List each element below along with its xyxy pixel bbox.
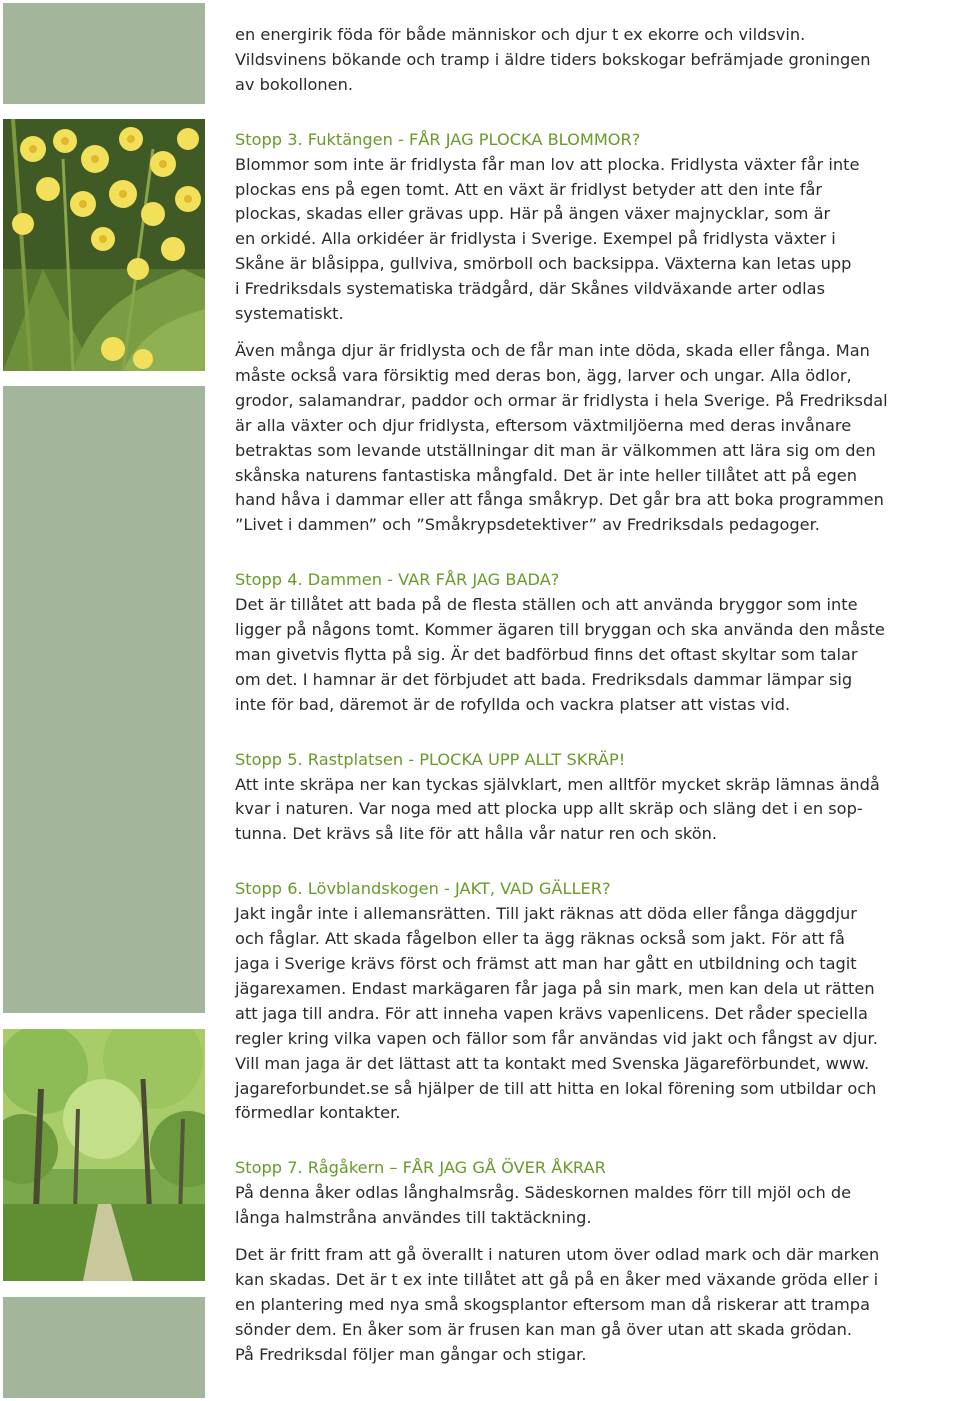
sidebar-block-middle xyxy=(3,386,205,1013)
article-content xyxy=(235,23,960,1368)
stop-3-paragraph: Blommor som inte är fridlysta får man lov att plocka. Fridlysta växter får inte plockas ens på egen tomt. Att en växt är fridlyst betyder att den inte får plockas, skadas eller grävas upp. Här på ängen växer majnycklar, som är en orkidé. Alla orkidéer är fridlysta i Sverige. Exempel på fridlysta växter i Skåne är blåsippa, gullviva, smörboll och backsippa. Växterna kan letas upp i Fredriksdals systematiska trädgård, där Skånes vildväxande arter odlas systematiskt. xyxy=(235,154,860,324)
cowslip-flowers-photo xyxy=(3,119,205,371)
stop-4-paragraph: Det är tillåtet att bada på de flesta ställen och att använda bryggor som inte ligger på någons tomt. Kommer ägaren till bryggan och ska använda den måste man givetvis flytta på sig. Är det badförbud finns det oftast skyltar som talar om det. I hamnar är det förbjudet att bada. Fredriksdals dammar lämpar sig inte för bad, däremot är de rofyllda och vackra platser att vistas vid. xyxy=(235,595,885,714)
sidebar xyxy=(0,0,206,1401)
stop-3-heading: Stopp 3. Fuktängen - FÅR JAG PLOCKA BLOMMOR? xyxy=(235,129,641,149)
sidebar-block-bottom xyxy=(3,1297,205,1398)
sidebar-block-top xyxy=(3,3,205,104)
stop-6-heading: Stopp 6. Lövblandskogen - JAKT, VAD GÄLLER? xyxy=(235,879,611,899)
stop-6-paragraph: Jakt ingår inte i allemansrätten. Till jakt räknas att döda eller fånga däggdjur och fåglar. Att skada fågelbon eller ta ägg räknas också som jakt. För att få jaga i Sverige krävs först och främst att man har gått en utbildning och tagit jägarexamen. Endast markägaren får jaga på sin mark, men kan dela ut rätten att jaga till andra. För att inneha vapen krävs vapenlicens. Det råder speciella regler kring vilka vapen och fällor som får användas vid jakt och fångst av djur. Vill man jaga är det lättast att ta kontakt med Svenska Jägareförbundet, www. jagareforbundet.se så hjälper de till att hitta en lokal förening som utbildar och förmedlar kontakter. xyxy=(235,904,878,1123)
stop-7-paragraph-2: Det är fritt fram att gå överallt i naturen utom över odlad mark och där marken kan skadas. Det är t ex inte tillåtet att gå på en åker med växande gröda eller i en plantering med nya små skogsplantor eftersom man då riskerar att trampa sönder dem. En åker som är frusen kan man gå över utan att skada grödan. På Fredriksdal följer man gångar och stigar. xyxy=(235,1245,880,1364)
stop-5-heading: Stopp 5. Rastplatsen - PLOCKA UPP ALLT SKRÄP! xyxy=(235,749,626,769)
stop-4-heading: Stopp 4. Dammen - VAR FÅR JAG BADA? xyxy=(235,570,560,590)
stop-5-paragraph: Att inte skräpa ner kan tyckas självklart, men alltför mycket skräp lämnas ändå kvar i naturen. Var noga med att plocka upp allt skräp och släng det i en sop- tunna. Det krävs så lite för att hålla vår natur ren och skön. xyxy=(235,774,880,844)
intro-paragraph: en energirik föda för både människor och djur t ex ekorre och vildsvin. Vildsvinens bökande och tramp i äldre tiders bokskogar befrämjade groningen av bokollonen. xyxy=(235,25,871,94)
woodland-path-photo xyxy=(3,1029,205,1281)
stop-3-paragraph-2: Även många djur är fridlysta och de får man inte döda, skada eller fånga. Man måste också vara försiktig med deras bon, ägg, larver och ungar. Alla ödlor, grodor, salamandrar, paddor och ormar är fridlysta i hela Sverige. På Fredriksdal är alla växter och djur fridlysta, eftersom växtmiljöerna med deras invånare betraktas som levande utställningar dit man är välkommen att lära sig om den skånska naturens fantastiska mångfald. Det är inte heller tillåtet att på egen hand håva i dammar eller att fånga småkryp. Det går bra att boka programmen ”Livet i dammen” och ”Småkrypsdetektiver” av Fredriksdals pedagoger. xyxy=(235,340,888,535)
stop-7-paragraph: På denna åker odlas långhalmsråg. Sädeskornen maldes förr till mjöl och de långa halmstråna användes till taktäckning. xyxy=(235,1183,852,1228)
stop-7-heading: Stopp 7. Rågåkern – FÅR JAG GÅ ÖVER ÅKRAR xyxy=(235,1158,606,1178)
